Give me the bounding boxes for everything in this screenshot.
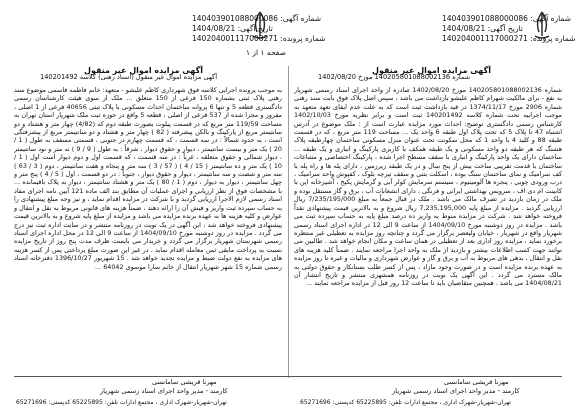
column-divider — [288, 66, 289, 378]
left-address: تهران-شهریار-شهرک اداری ، مجتمع ادارات تلفن: 65225895 کدپستی: 65271696 — [16, 399, 227, 406]
announcement-number: شماره آگهی: 140403901088000086 — [442, 14, 572, 23]
right-date-line: شماره 140205801088002136 مورخ 1402/08/20 — [318, 73, 471, 81]
left-signature-title: کارمند - مدیر واحد اجرای اسناد رسمی شهریار — [100, 387, 228, 395]
right-body-text: شماره 140205801088002136 مورخ 1402/08/20 صادره از واحد اجرای اسناد رسمی شهریار به نفع - برای مالکیت شهرام کاظم علیشو بازداشت می باشد ، سپس اصل پلاک فوق بابت سند رهنی شماره 2906 مورخ 1374/11/17 در قید بازداشت ثبت است که به علت عدم ایفای تعهد متعهد به موجب اجراییه تحت شماره کلاسه 140201492 ثبت است و برابر نظریه مورخ 1402/10/03 کارشناس رسمی دادگستری توضیح: احداث مورد مزایده عبارت است از : ملک موضوع در آدرس اشتباه 47 تا پلاک 5 که تحت پلاک اول طبقه 6 واحد یک ... مساحت 119 متر مربع ، که در قسمت طبقه 88 و کلید 4 با واحد 1 که محل سکونت تحت عنوان منزل مسکونی ساختمان چهارطبقه پلاک هشتگ که هر طبقه دو واحد مسکونی و یک طبقه همکف با کاربری پارکینگ و انباری و یک طبقه ... ساختمان دارای یک واحد پارکینگ و انباری با سقف مسطح اجرا شده ، پارکینگ اختصاصی و مشاعات ساختمان با قدمت تقریبی ساخت بیش از پنج سال و در یک طبقه زیرزمین ، دارای پله ها و راه پله با کف سرامیک و نمای ساختمان سنگ بوده ، اسکلت بتنی و سقف تیرچه بلوک ، کفپوش واحد سرامیک ، درب ورودی چوبی ، پنجره ها آلومینیوم ، سیستم سرمایش کولر آبی و گرمایش پکیج ، آشپزخانه اپن با کابینت ام دی اف ، سرویس بهداشتی ایرانی و فرنگی ، دارای انشعابات آب ، برق و گاز مستقل بوده و ملک در زمان بازدید در تصرف مالک می باشد . ملک در قبال جمعاً به مبلغ 7/235/195/000 ریال ارزیابی گردید . مزایده از مبلغ پایه 7,235,195,000 ریال شروع و به بالاترین قیمت پیشنهادی نقداً فروخته خواهد شد . شرکت در مزایده منوط به واریز ده درصد مبلغ پایه به حساب سپرده ثبت می باشد . مزایده در روز دوشنبه مورخ 1404/09/10 از ساعت 9 الی 12 در اداره اجرای اسناد رسمی شهریار واقع در شهریار ، خیابان ولیعصر برگزار می گردد و چنانچه روز مزایده به تعطیلی غیر منتظره برخورد نماید ، مزایده روز اداری بعد از تعطیلی در همان ساعت و مکان انجام خواهد شد . طالبین می توانند جهت کسب اطلاعات بیشتر و بازدید از ملک به واحد اجرا مراجعه نمایند . ضمناً کلیه هزینه های نقل و انتقال ، بدهی های مربوط به آب و برق و گاز و عوارض شهرداری و مالیات و غیره تا روز مزایده به عهده برنده مزایده است و در صورت وجود مازاد ، پس از کسر طلب بستانکار و حقوق دولتی به مالک مسترد می گردد . این آگهی یک نوبت در روزنامه همشهری منتشر و تاریخ انتشار آن 1404/08/21 می باشد . همچنین متقاضیان باید تا ساعت 12 روز قبل از مزایده مراجعه نمایند ... — [294, 86, 562, 288]
left-body-text: به موجب پرونده اجرایی کلاسه فوق شهرداری کاظم علیشو - متعهد: خانم فاطمه قاسمی موضوع سند رهنی پلاک ثبتی بشماره 150 فرعی از 150 متعلق ... ملک از سوی هیئت کارشناسان رسمی دادگستری قطعه 5 و تنها 6 پروانه ساختمان احداث مسکونی با پلاک ثبتی 40656 فرعی از 1 اصلی ، مفروز و مجزا شده از 537 فرعی از اصلی ، قطعه 5 واقع در حوزه ثبت ملک شهریار استان تهران به مساحت 119/59 متر مربع که در قسمت پیلوت بصورت طبقه دوم که (4/82) چهار متر و هشتاد و دو سانتیمتر مربع از پارکینگ و بالکن پیشرفته ( 82 ) چهار متر و هشتاد و دو سانتیمتر مربع از پیشرفتگی است ، به حدود شمالاً : در سه قسمت ، که قسمت چهارم در جنوبی ، قسمتی مسقف به طول ( 1 / 20 ) یک متر و بیست سانتیمتر ، دیوار و حقوق دیوار ، شرقاً : به طول ( 9 / 9 ) نه متر و نود سانتیمتر ، دیوار شمالی و حقوق متعلقه ، غرباً : در سه قسمت ، که قسمت اول و دوم دیوار است اول ( 1 / 10 ) یک متر و ده سانتیمتر ( 15 / 4 ) ( 57 / 3 ) سه متر و پنجاه و هفت سانتیمتر ، دوم ( 3 / 63 ) سه متر و شصت و سه سانتیمتر ، دیوار و حقوق دیوار ، جنوباً : در دو قسمت ، اول ( 5 / 4 ) پنج متر و چهل سانتیمتر ، دیوار به دیوار ، دوم ( 1 / 80 ) یک متر و هشتاد سانتیمتر ، دیوار به پلاک باقیمانده ... با مشخصات فوق از نظر ارزیابی و اجرای عملیات آن مطابق بند الف ماده 121 آیین نامه اجرای مفاد اسناد رسمی لازم الاجرا ارزیابی گردید و با شرکت در مزایده اقدام نماید ، و نیز وجه مبلغ پیشنهادی را به حساب سپرده ثبت واریز و فیش آن را ارائه دهند ، ضمناً هزینه های قانونی مربوط به نقل و انتقال و عوارض و کلیه هزینه ها به عهده برنده مزایده می باشد و مزایده از مبلغ پایه شروع و به بالاترین قیمت پیشنهادی فروخته خواهد شد ، این آگهی در یک نوبت در روزنامه منتشر و در سایت اداره ثبت نیز درج می گردد . مزایده در روز دوشنبه مورخ 1404/09/10 از ساعت 9 الی 12 در محل اداره اجرای اسناد رسمی شهرستان شهریار برگزار می گردد و خریدار می بایست ظرف مدت پنج روز از تاریخ مزایده نسبت به پرداخت مابقی ثمن معامله اقدام نماید ، در غیر این صورت مبلغ پرداختی پس از کسر هزینه های مزایده به نفع دولت ضبط و مزایده تجدید خواهد شد . 15 شهریور 1396/10/27 دفترخانه اسناد رسمی شماره 15 شهر شهریار انتقال از خانم سارا موسوی 64042 ... — [14, 86, 282, 271]
right-address: تهران-شهریار-شهرک اداری ، مجتمع ادارات تلفن: 65225895 کدپستی: 65271696 — [300, 399, 511, 406]
footer-divider — [14, 376, 562, 377]
left-signature-name: مهرنا قریشی سامانسی — [152, 378, 217, 386]
page-number: صفحه ۱ از ۱ — [246, 48, 286, 57]
announcement-number: شماره آگهی: 140403901088000086 — [192, 14, 322, 23]
announcement-date: تاریخ آگهی: 1404/08/21 — [192, 24, 273, 33]
right-signature-name: مهرنا قریشی سامانسی — [444, 378, 509, 386]
left-title: آگهی مزایده اموال غیر منقول — [84, 66, 203, 75]
announcement-date: تاریخ آگهی: 1404/08/21 — [442, 24, 523, 33]
right-signature-title: کارمند - مدیر واحد اجرای اسناد رسمی شهریار — [392, 387, 520, 395]
left-subtitle: آگهی مزایده اموال غیر منقول (اسناد رهنی) کلاسه 140201492 — [40, 73, 218, 81]
case-number: شماره پرونده: 140204001117000271 — [442, 34, 576, 43]
case-number: شماره پرونده: 140204001117000271 — [192, 34, 326, 43]
right-title: آگهی مزایده اموال غیر منقول — [372, 66, 491, 75]
